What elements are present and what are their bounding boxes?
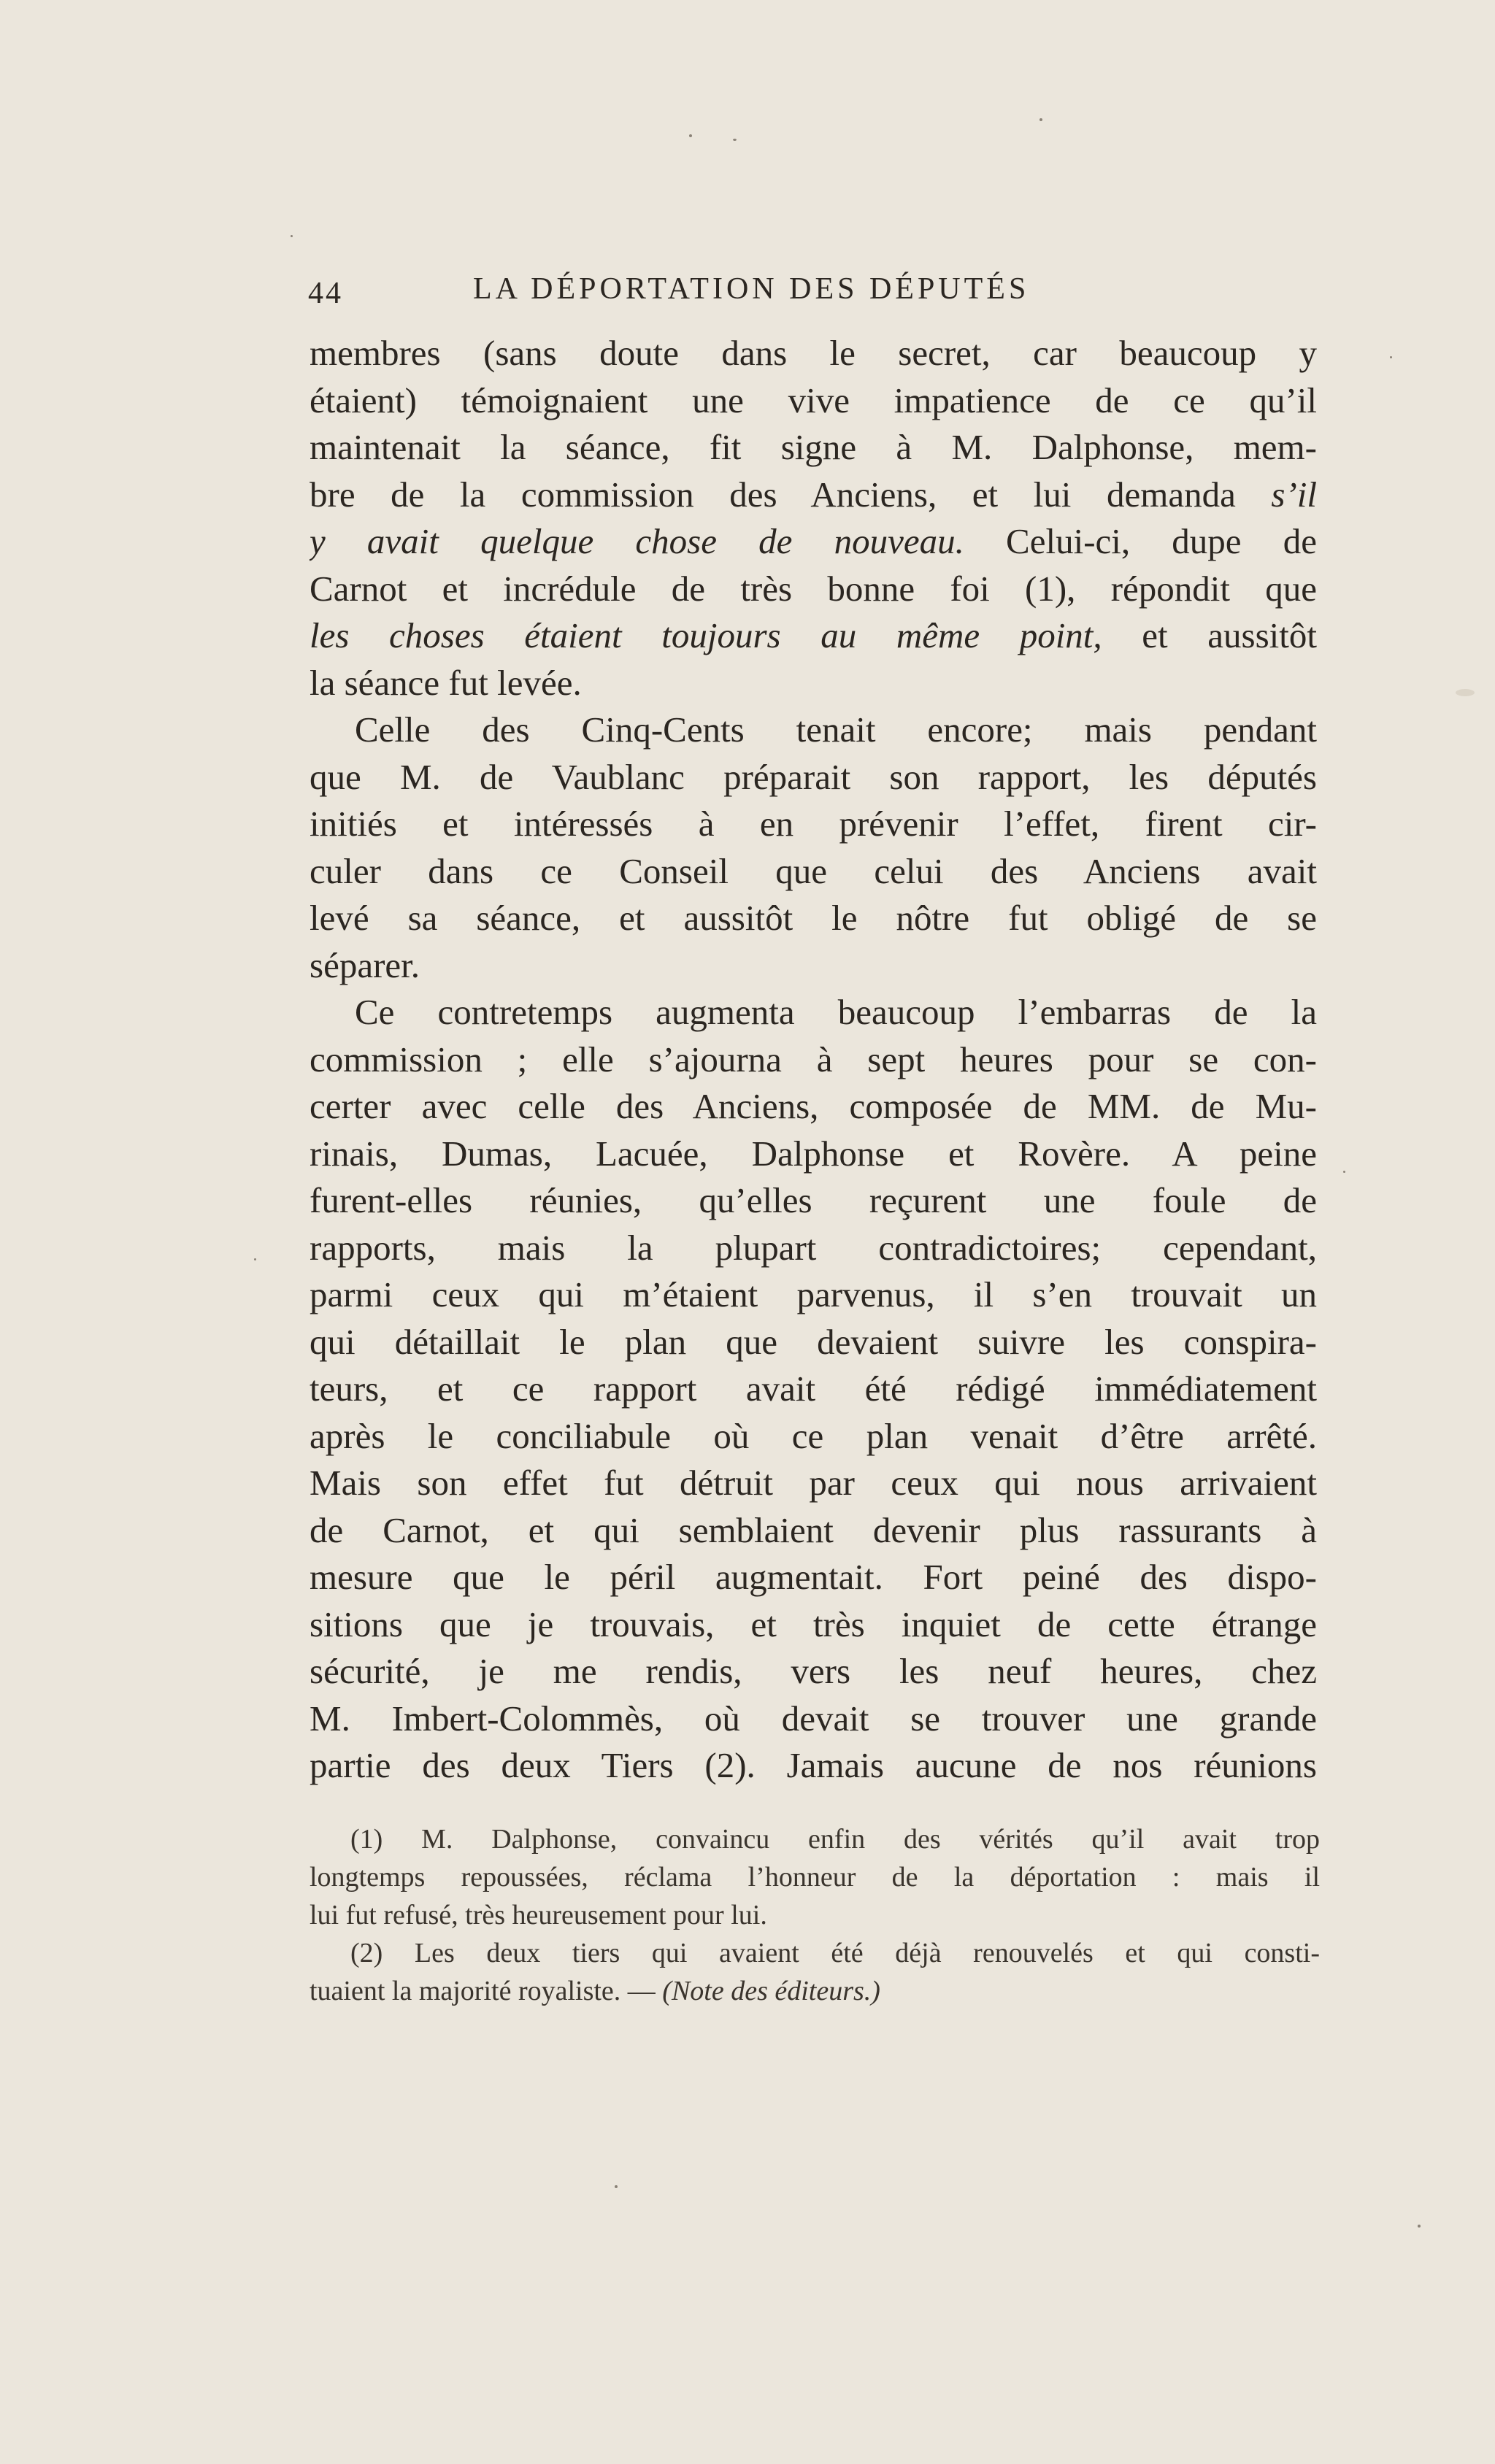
- text-line: certer avec celle des Anciens, composée de MM. de Mu-: [310, 1086, 1317, 1126]
- text-line: la séance fut levée.: [310, 662, 582, 703]
- footnote-line: lui fut refusé, très heureusement pour lui.: [310, 1900, 767, 1930]
- footnote-line: (1) M. Dalphonse, convaincu enfin des vérités qu’il avait trop: [350, 1824, 1320, 1855]
- footnote-line: [310, 1972, 1320, 2010]
- text-line: maintenait la séance, fit signe à M. Dalphonse, mem-: [310, 427, 1317, 467]
- editors-note: (Note des éditeurs.): [662, 1976, 880, 2006]
- paper-speck: [1456, 689, 1475, 696]
- text-line: furent-elles réunies, qu’elles reçurent une foule de: [310, 1180, 1317, 1220]
- text-fragment: Celui-ci, dupe de: [1006, 521, 1317, 561]
- paper-speck: [689, 134, 692, 137]
- paper-speck: [733, 139, 737, 141]
- text-line: levé sa séance, et aussitôt le nôtre fut obligé de se: [310, 898, 1317, 938]
- text-line: parmi ceux qui m’étaient parvenus, il s’en trouvait un: [310, 1274, 1317, 1314]
- paper-speck: [1390, 356, 1392, 358]
- running-header: [308, 264, 1317, 308]
- text-fragment: et aussitôt: [1142, 615, 1317, 655]
- paper-speck: [1343, 1171, 1345, 1173]
- paper-speck: [1418, 2225, 1421, 2228]
- text-line: sitions que je trouvais, et très inquiet de cette étrange: [310, 1603, 1317, 1644]
- text-line: que M. de Vaublanc préparait son rapport, les députés: [310, 756, 1317, 797]
- footnotes: [310, 1820, 1320, 2010]
- text-line: rapports, mais la plupart contradictoires; cependant,: [310, 1227, 1317, 1268]
- text-line: Carnot et incrédule de très bonne foi (1), répondit que: [310, 568, 1317, 609]
- italic-fragment: les choses étaient toujours au même point,: [310, 615, 1102, 655]
- text-line: [310, 612, 1317, 660]
- text-line: membres (sans doute dans le secret, car beaucoup y: [310, 333, 1317, 373]
- text-line: [310, 518, 1317, 566]
- footnote-line: longtemps repoussées, réclama l’honneur de la déportation : mais il: [310, 1862, 1320, 1893]
- footnote-fragment: tuaient la majorité royaliste. —: [310, 1976, 656, 2006]
- paper-speck: [1039, 118, 1042, 121]
- paper-speck: [291, 235, 293, 237]
- text-fragment: bre de la commission des Anciens, et lui demanda: [310, 474, 1236, 515]
- text-line: initiés et intéressés à en prévenir l’effet, firent cir-: [310, 804, 1317, 844]
- text-line: sécurité, je me rendis, vers les neuf heures, chez: [310, 1651, 1317, 1691]
- text-line: séparer.: [310, 944, 420, 985]
- text-line: culer dans ce Conseil que celui des Anciens avait: [310, 850, 1317, 891]
- text-line: commission ; elle s’ajourna à sept heures pour se con-: [310, 1039, 1317, 1079]
- main-text: [310, 330, 1317, 1790]
- text-line: étaient) témoignaient une vive impatience de ce qu’il: [310, 380, 1317, 420]
- italic-fragment: y avait quelque chose de nouveau.: [310, 521, 964, 561]
- text-line: teurs, et ce rapport avait été rédigé immédiatement: [310, 1368, 1317, 1409]
- text-line: Ce contretemps augmenta beaucoup l’embarras de la: [355, 992, 1317, 1032]
- text-line: [310, 471, 1317, 519]
- text-line: partie des deux Tiers (2). Jamais aucune de nos réunions: [310, 1745, 1317, 1785]
- text-line: de Carnot, et qui semblaient devenir plus rassurants à: [310, 1509, 1317, 1550]
- text-line: rinais, Dumas, Lacuée, Dalphonse et Rovère. A peine: [310, 1133, 1317, 1174]
- page-number: 44: [308, 277, 343, 310]
- text-line: mesure que le péril augmentait. Fort peiné des dispo-: [310, 1557, 1317, 1597]
- text-line: qui détaillait le plan que devaient suivre les conspira-: [310, 1321, 1317, 1362]
- text-line: après le conciliabule où ce plan venait d’être arrêté.: [310, 1415, 1317, 1456]
- running-title: LA DÉPORTATION DES DÉPUTÉS: [473, 272, 1030, 306]
- paper-speck: [615, 2185, 618, 2188]
- text-line: Mais son effet fut détruit par ceux qui nous arrivaient: [310, 1463, 1317, 1503]
- text-line: Celle des Cinq-Cents tenait encore; mais pendant: [355, 709, 1317, 750]
- footnote-line: (2) Les deux tiers qui avaient été déjà renouvelés et qui consti-: [350, 1938, 1320, 1968]
- italic-fragment: s’il: [1271, 474, 1317, 515]
- text-line: M. Imbert-Colommès, où devait se trouver une grande: [310, 1698, 1317, 1739]
- paper-speck: [254, 1258, 256, 1260]
